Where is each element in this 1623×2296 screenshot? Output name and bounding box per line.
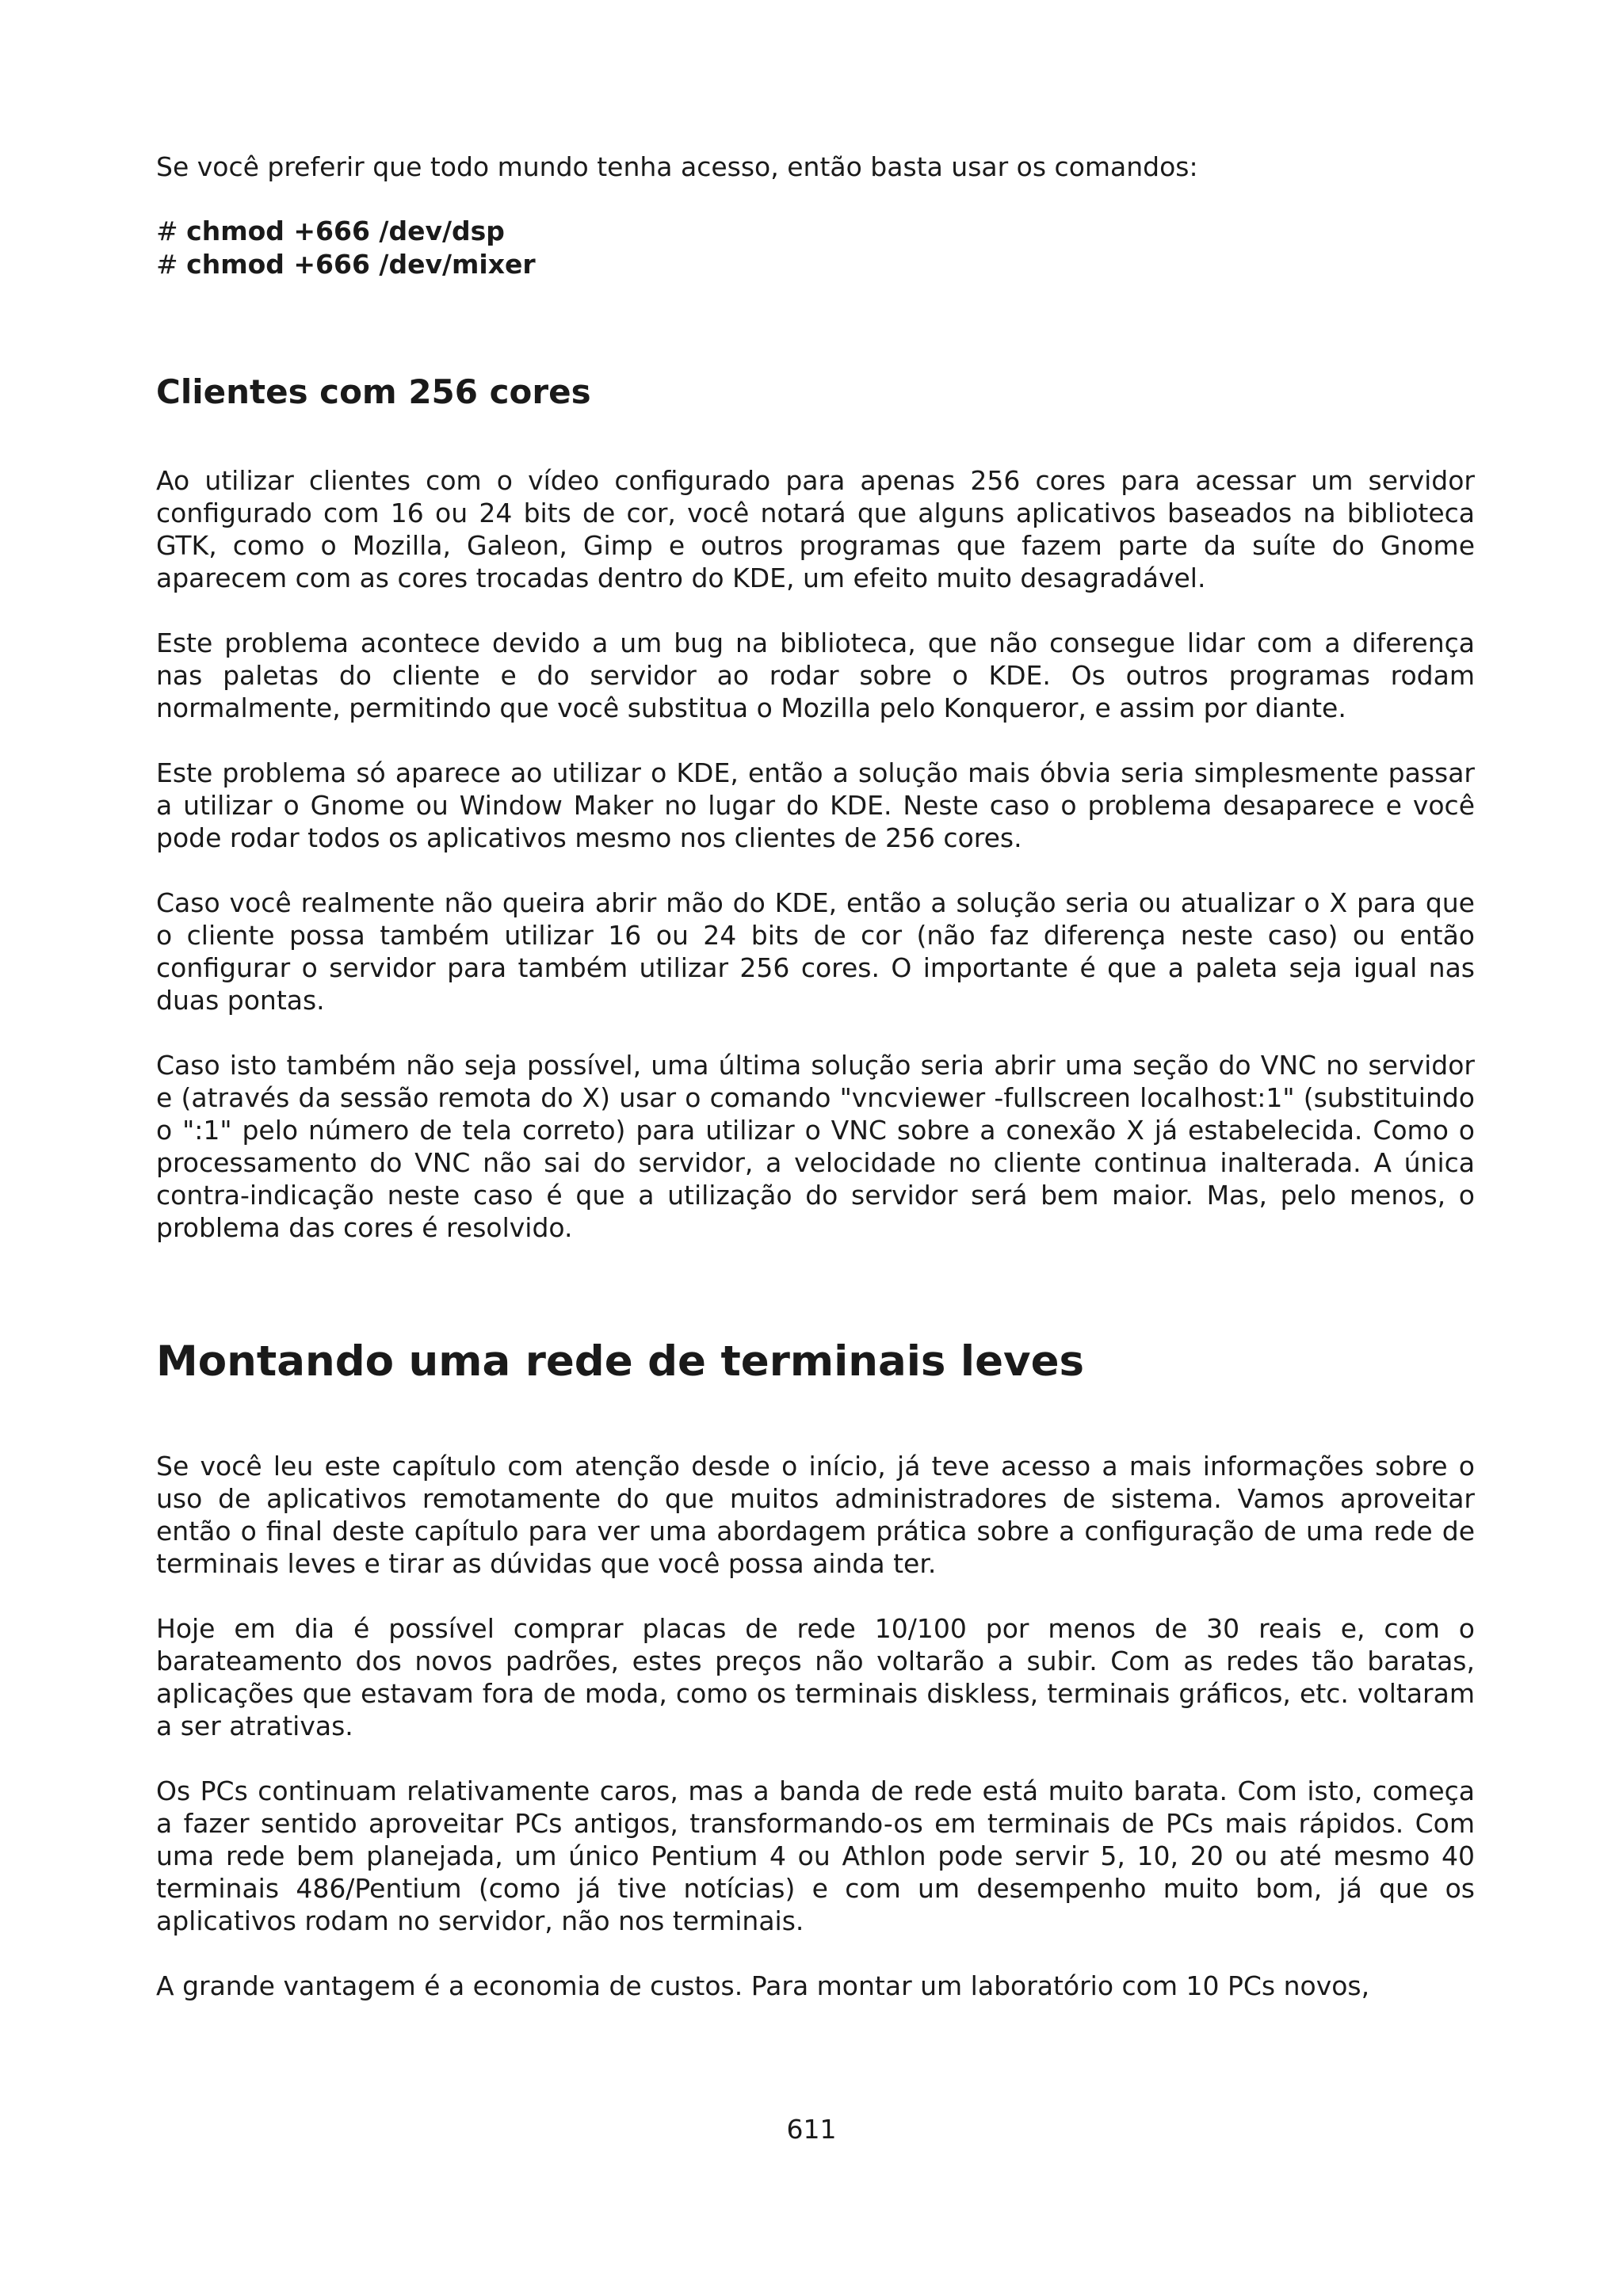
body-paragraph: Este problema só aparece ao utilizar o KDE, então a solução mais óbvia seria simplesmente passar a utilizar o Gnome ou Window Maker no lugar do KDE. Neste caso o problema desaparece e você pode rodar todos os aplicativos mesmo nos clientes de 256 cores. <box>156 757 1475 853</box>
command-prompt: # <box>156 249 178 280</box>
page-content <box>156 151 1475 2002</box>
command-line <box>156 248 1475 281</box>
body-paragraph: Os PCs continuam relativamente caros, mas a banda de rede está muito barata. Com isto, começa a fazer sentido aproveitar PCs antigos, transformando-os em terminais de PCs mais rápidos. Com uma rede bem planejada, um único Pentium 4 ou Athlon pode servir 5, 10, 20 ou até mesmo 40 terminais 486/Pentium (como já tive notícias) e com um desempenho muito bom, já que os aplicativos rodam no servidor, não nos terminais. <box>156 1775 1475 1936</box>
section-heading: Clientes com 256 cores <box>156 372 591 411</box>
command-text: chmod +666 /dev/mixer <box>186 249 536 280</box>
body-paragraph: Caso você realmente não queira abrir mão do KDE, então a solução seria ou atualizar o X para que o cliente possa também utilizar 16 ou 24 bits de cor (não faz diferença neste caso) ou então configurar o servidor para também utilizar 256 cores. O importante é que a paleta seja igual nas duas pontas. <box>156 887 1475 1016</box>
command-line <box>156 215 1475 248</box>
command-text: chmod +666 /dev/dsp <box>186 215 505 246</box>
body-paragraph: Caso isto também não seja possível, uma última solução seria abrir uma seção do VNC no servidor e (através da sessão remota do X) usar o comando "vncviewer -fullscreen localhost:1" (substituindo o ":1" pelo número de tela correto) para utilizar o VNC sobre a conexão X já estabelecida. Como o processamento do VNC não sai do servidor, a velocidade no cliente continua inalterada. A única contra-indicação neste caso é que a utilização do servidor será bem maior. Mas, pelo menos, o problema das cores é resolvido. <box>156 1050 1475 1243</box>
chapter-heading: Montando uma rede de terminais leves <box>156 1337 1085 1386</box>
command-prompt: # <box>156 215 178 246</box>
intro-paragraph: Se você preferir que todo mundo tenha acesso, então basta usar os comandos: <box>156 151 1198 182</box>
body-paragraph: Ao utilizar clientes com o vídeo configurado para apenas 256 cores para acessar um servidor configurado com 16 ou 24 bits de cor, você notará que alguns aplicativos baseados na biblioteca GTK, como o Mozilla, Galeon, Gimp e outros programas que fazem parte da suíte do Gnome aparecem com as cores trocadas dentro do KDE, um efeito muito desagradável. <box>156 465 1475 593</box>
body-paragraph: Hoje em dia é possível comprar placas de rede 10/100 por menos de 30 reais e, com o barateamento dos novos padrões, estes preços não voltarão a subir. Com as redes tão baratas, aplicações que estavam fora de moda, como os terminais diskless, terminais gráficos, etc. voltaram a ser atrativas. <box>156 1613 1475 1741</box>
body-paragraph: Este problema acontece devido a um bug na biblioteca, que não consegue lidar com a diferença nas paletas do cliente e do servidor ao rodar sobre o KDE. Os outros programas rodam normalmente, permitindo que você substitua o Mozilla pelo Konqueror, e assim por diante. <box>156 627 1475 723</box>
body-paragraph: Se você leu este capítulo com atenção desde o início, já teve acesso a mais informações sobre o uso de aplicativos remotamente do que muitos administradores de sistema. Vamos aproveitar então o final deste capítulo para ver uma abordagem prática sobre a configuração de uma rede de terminais leves e tirar as dúvidas que você possa ainda ter. <box>156 1451 1475 1579</box>
page-number: 611 <box>786 2114 837 2145</box>
body-paragraph: A grande vantagem é a economia de custos. Para montar um laboratório com 10 PCs novos, <box>156 1970 1370 2001</box>
